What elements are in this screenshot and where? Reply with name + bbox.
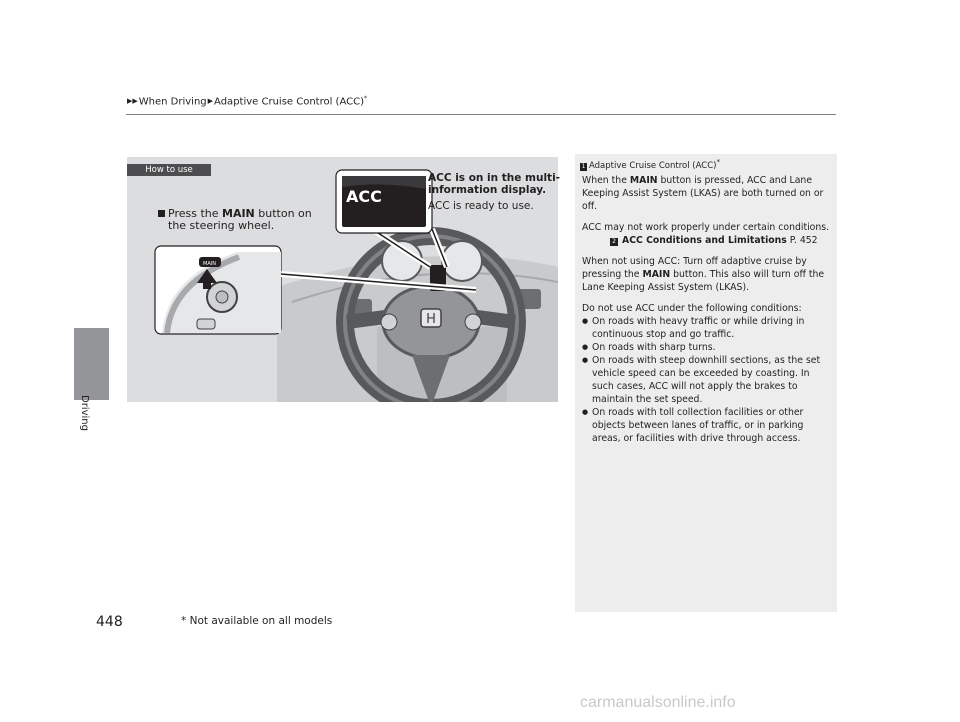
note-paragraph: When the MAIN button is pressed, ACC and Lane Keeping Assist System (LKAS) are both turned on or off.: [582, 175, 824, 212]
breadcrumb-acc[interactable]: Adaptive Cruise Control (ACC): [214, 96, 364, 108]
section-tab: [74, 328, 109, 400]
section-tab-label: Driving: [79, 395, 90, 431]
conditions-list: [582, 315, 832, 445]
note-paragraph: ACC may not work properly under certain conditions. 2 ACC Conditions and Limitations P. 452: [582, 221, 832, 247]
step-instruction: Press the MAIN button on the steering wheel.: [168, 208, 312, 232]
list-item: ● On roads with heavy traffic or while driving in continuous stop and go traffic.: [582, 315, 832, 341]
note-marker-icon: 1: [581, 162, 586, 170]
svg-text:H: H: [426, 312, 436, 327]
list-item: ● On roads with toll collection facilities or other objects between lanes of traffic, or in parking areas, or facilities with drive through access.: [582, 406, 832, 445]
note-paragraph: When not using ACC: Turn off adaptive cruise by pressing the MAIN button. This also will turn off the Lane Keeping Assist System (LKAS).: [582, 256, 825, 293]
note-title: 1 Adaptive Cruise Control (ACC)*: [581, 157, 721, 171]
main-button-label: MAIN: [203, 261, 216, 267]
list-item: ● On roads with sharp turns.: [582, 341, 832, 354]
footnote: * Not available on all models: [181, 615, 333, 627]
acc-callout: ACC is on in the multi- information display. ACC is ready to use.: [428, 172, 561, 212]
breadcrumb-arrow-icon: ▶▶: [127, 97, 138, 106]
note-body: [582, 174, 832, 445]
breadcrumb: [126, 95, 367, 107]
breadcrumb-when-driving[interactable]: When Driving: [138, 96, 207, 108]
page-number: 448: [96, 614, 123, 630]
note-paragraph: Do not use ACC under the following conditions:: [582, 303, 802, 314]
breadcrumb-arrow-icon: ▶: [207, 97, 214, 106]
step-bullet-icon: [158, 210, 165, 217]
how-to-use-badge: How to use: [127, 164, 211, 176]
cross-reference-link[interactable]: 2 ACC Conditions and Limitations P. 452: [582, 234, 832, 247]
breadcrumb-asterisk: *: [364, 95, 367, 102]
watermark: carmanualsonline.info: [580, 694, 736, 711]
acc-display-text: ACC: [346, 187, 382, 206]
page-reference-icon: 2: [610, 238, 618, 246]
header-divider: [126, 114, 836, 115]
list-item: ● On roads with steep downhill sections, as the set vehicle speed can be exceeded by coasting. In such cases, ACC will not apply the brakes to maintain the set speed.: [582, 354, 832, 406]
